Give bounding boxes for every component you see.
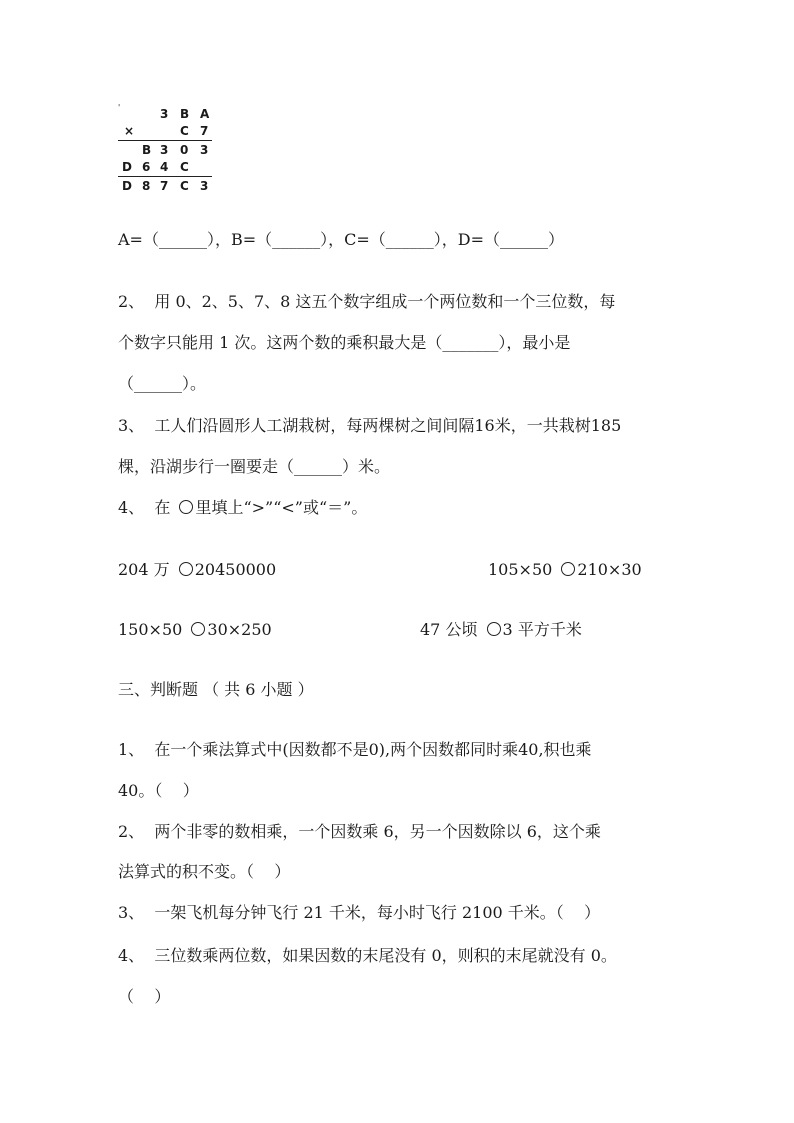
circle-icon[interactable] [191,622,205,636]
question-4-prefix: 4、 在 [118,498,176,517]
puzzle-digit: 3 [200,143,209,157]
judge-1-line-1: 1、 在一个乘法算式中(因数都不是0),两个因数都同时乘40,积也乘 [118,740,592,759]
puzzle-digit: 3 [160,143,169,157]
compare-right: 210×30 [577,560,642,579]
compare-left: 150×50 [118,620,188,639]
question-3-line-2: 棵，沿湖步行一圈要走（______）米。 [118,457,391,476]
judge-4-line-2: （ ） [118,987,171,1006]
circle-icon[interactable] [179,562,193,576]
question-2-line-1: 2、 用 0、2、5、7、8 这五个数字组成一个两位数和一个三位数，每 [118,292,616,311]
judge-3-line: 3、 一架飞机每分钟飞行 21 千米，每小时飞行 2100 千米。（ ） [118,903,601,922]
puzzle-digit: D [122,160,132,174]
puzzle-answers-line: A=（______），B=（______），C=（______），D=（______） [118,230,565,249]
puzzle-digit: A [200,107,210,121]
compare-item-1 [118,560,276,580]
puzzle-digit: 6 [142,160,151,174]
question-3-line-1: 3、 工人们沿圆形人工湖栽树，每两棵树之间间隔16米，一共栽树185 [118,416,622,435]
question-2-line-2: 个数字只能用 1 次。这两个数的乘积最大是（_______），最小是 [118,333,571,352]
compare-item-2 [488,560,642,580]
compare-right: 20450000 [194,560,277,579]
compare-right: 3 平方千米 [502,620,582,639]
puzzle-digit: 4 [160,160,169,174]
compare-item-3 [118,620,272,640]
puzzle-digit: 3 [160,107,169,121]
puzzle-times-sign: × [124,124,135,138]
puzzle-digit: C [180,124,189,138]
compare-left: 105×50 [488,560,558,579]
circle-icon [179,500,193,514]
puzzle-digit: D [122,179,132,193]
judge-4-line-1: 4、 三位数乘两位数，如果因数的末尾没有 0，则积的末尾就没有 0。 [118,946,617,965]
compare-item-4 [420,620,582,640]
judge-2-line-2: 法算式的积不变。（ ） [118,862,291,881]
puzzle-digit: C [180,179,189,193]
circle-icon[interactable] [561,562,575,576]
judge-1-line-2: 40。（ ） [118,781,199,800]
question-4-line [118,498,367,518]
scan-mark: ' [118,103,121,112]
question-2-line-3: （______）。 [118,374,207,393]
puzzle-digit: 7 [160,179,169,193]
puzzle-rule [118,176,212,177]
circle-icon[interactable] [487,622,501,636]
question-4-suffix: 里填上“>”“<”或“＝”。 [195,498,368,517]
puzzle-digit: B [180,107,190,121]
compare-left: 204 万 [118,560,175,579]
compare-right: 30×250 [207,620,272,639]
puzzle-digit: 3 [200,179,209,193]
puzzle-digit: C [180,160,189,174]
puzzle-digit: 8 [142,179,151,193]
puzzle-rule [118,140,212,141]
judge-2-line-1: 2、 两个非零的数相乘，一个因数乘 6，另一个因数除以 6，这个乘 [118,822,601,841]
puzzle-digit: 0 [180,143,189,157]
section-3-heading: 三、判断题 （ 共 6 小题 ） [118,680,314,699]
compare-left: 47 公顷 [420,620,483,639]
puzzle-digit: B [142,143,152,157]
puzzle-digit: 7 [200,124,209,138]
